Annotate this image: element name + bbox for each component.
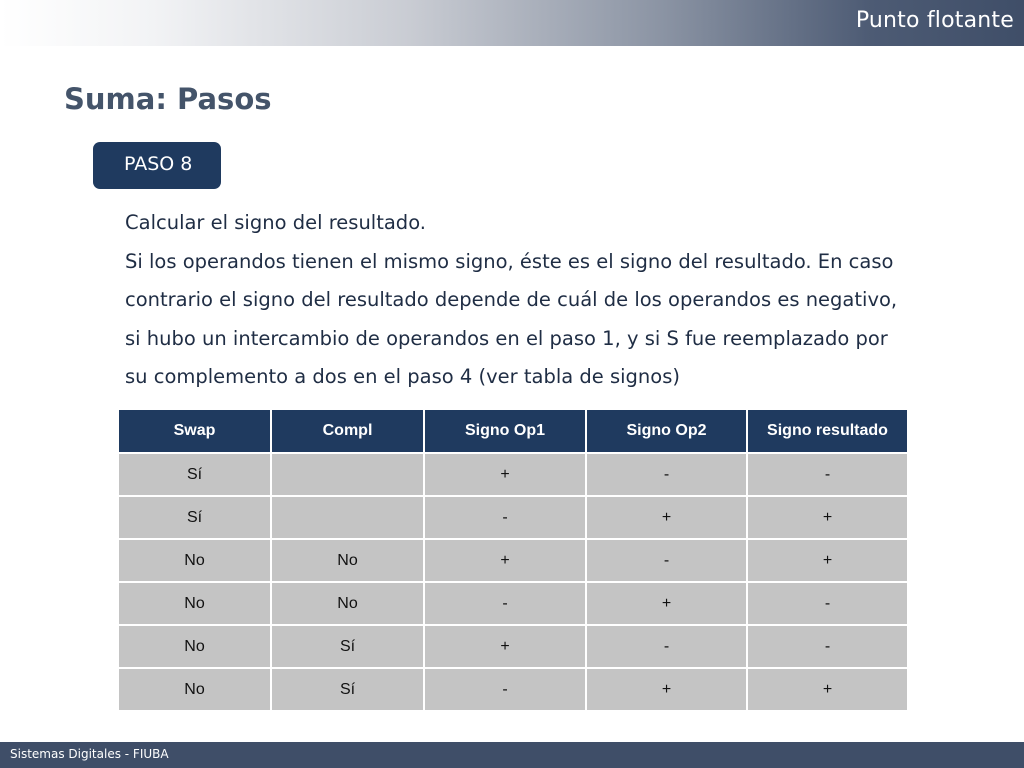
- cell-compl: Sí: [271, 668, 424, 711]
- paragraph: Calcular el signo del resultado.: [125, 211, 426, 234]
- step-badge: PASO 8: [93, 142, 221, 189]
- cell-signo-resultado: +: [747, 668, 908, 711]
- header-bar: [0, 0, 1024, 46]
- table-row: [118, 539, 908, 582]
- cell-swap: Sí: [118, 453, 271, 496]
- cell-signo-op2: +: [586, 668, 747, 711]
- header-signo-resultado: Signo resultado: [747, 409, 908, 453]
- cell-signo-op1: -: [424, 582, 586, 625]
- cell-swap: Sí: [118, 496, 271, 539]
- cell-swap: No: [118, 668, 271, 711]
- cell-signo-op1: -: [424, 496, 586, 539]
- cell-signo-resultado: +: [747, 539, 908, 582]
- cell-signo-op2: -: [586, 539, 747, 582]
- cell-signo-op1: +: [424, 539, 586, 582]
- cell-signo-op2: -: [586, 625, 747, 668]
- cell-compl: [271, 453, 424, 496]
- section-title: Punto flotante: [855, 8, 1014, 33]
- cell-swap: No: [118, 539, 271, 582]
- cell-swap: No: [118, 582, 271, 625]
- cell-compl: No: [271, 539, 424, 582]
- sign-table: [117, 408, 909, 712]
- cell-signo-op1: -: [424, 668, 586, 711]
- cell-signo-resultado: -: [747, 625, 908, 668]
- cell-signo-resultado: -: [747, 582, 908, 625]
- cell-signo-resultado: +: [747, 496, 908, 539]
- cell-compl: [271, 496, 424, 539]
- cell-compl: No: [271, 582, 424, 625]
- paragraph: Si los operandos tienen el mismo signo, éste es el signo del resultado. En caso contrario el signo del resultado depende de cuál de los operandos es negativo, si hubo un intercambio de operandos en el paso 1, y si S fue reemplazado por su complemento a dos en el paso 4 (ver tabla de signos): [125, 249, 898, 388]
- header-signo-op1: Signo Op1: [424, 409, 586, 453]
- table-row: [118, 625, 908, 668]
- cell-signo-op1: +: [424, 625, 586, 668]
- cell-compl: Sí: [271, 625, 424, 668]
- table-row: [118, 582, 908, 625]
- cell-signo-resultado: -: [747, 453, 908, 496]
- slide-title: Suma: Pasos: [64, 82, 272, 116]
- table-header-row: [118, 409, 908, 453]
- footer-text: Sistemas Digitales - FIUBA: [10, 747, 169, 761]
- footer-bar: [0, 742, 1024, 768]
- table-row: [118, 453, 908, 496]
- header-compl: Compl: [271, 409, 424, 453]
- header-signo-op2: Signo Op2: [586, 409, 747, 453]
- header-swap: Swap: [118, 409, 271, 453]
- cell-signo-op2: +: [586, 496, 747, 539]
- body-text: [125, 204, 905, 397]
- table-row: [118, 496, 908, 539]
- cell-signo-op2: +: [586, 582, 747, 625]
- cell-signo-op2: -: [586, 453, 747, 496]
- cell-signo-op1: +: [424, 453, 586, 496]
- cell-swap: No: [118, 625, 271, 668]
- table-row: [118, 668, 908, 711]
